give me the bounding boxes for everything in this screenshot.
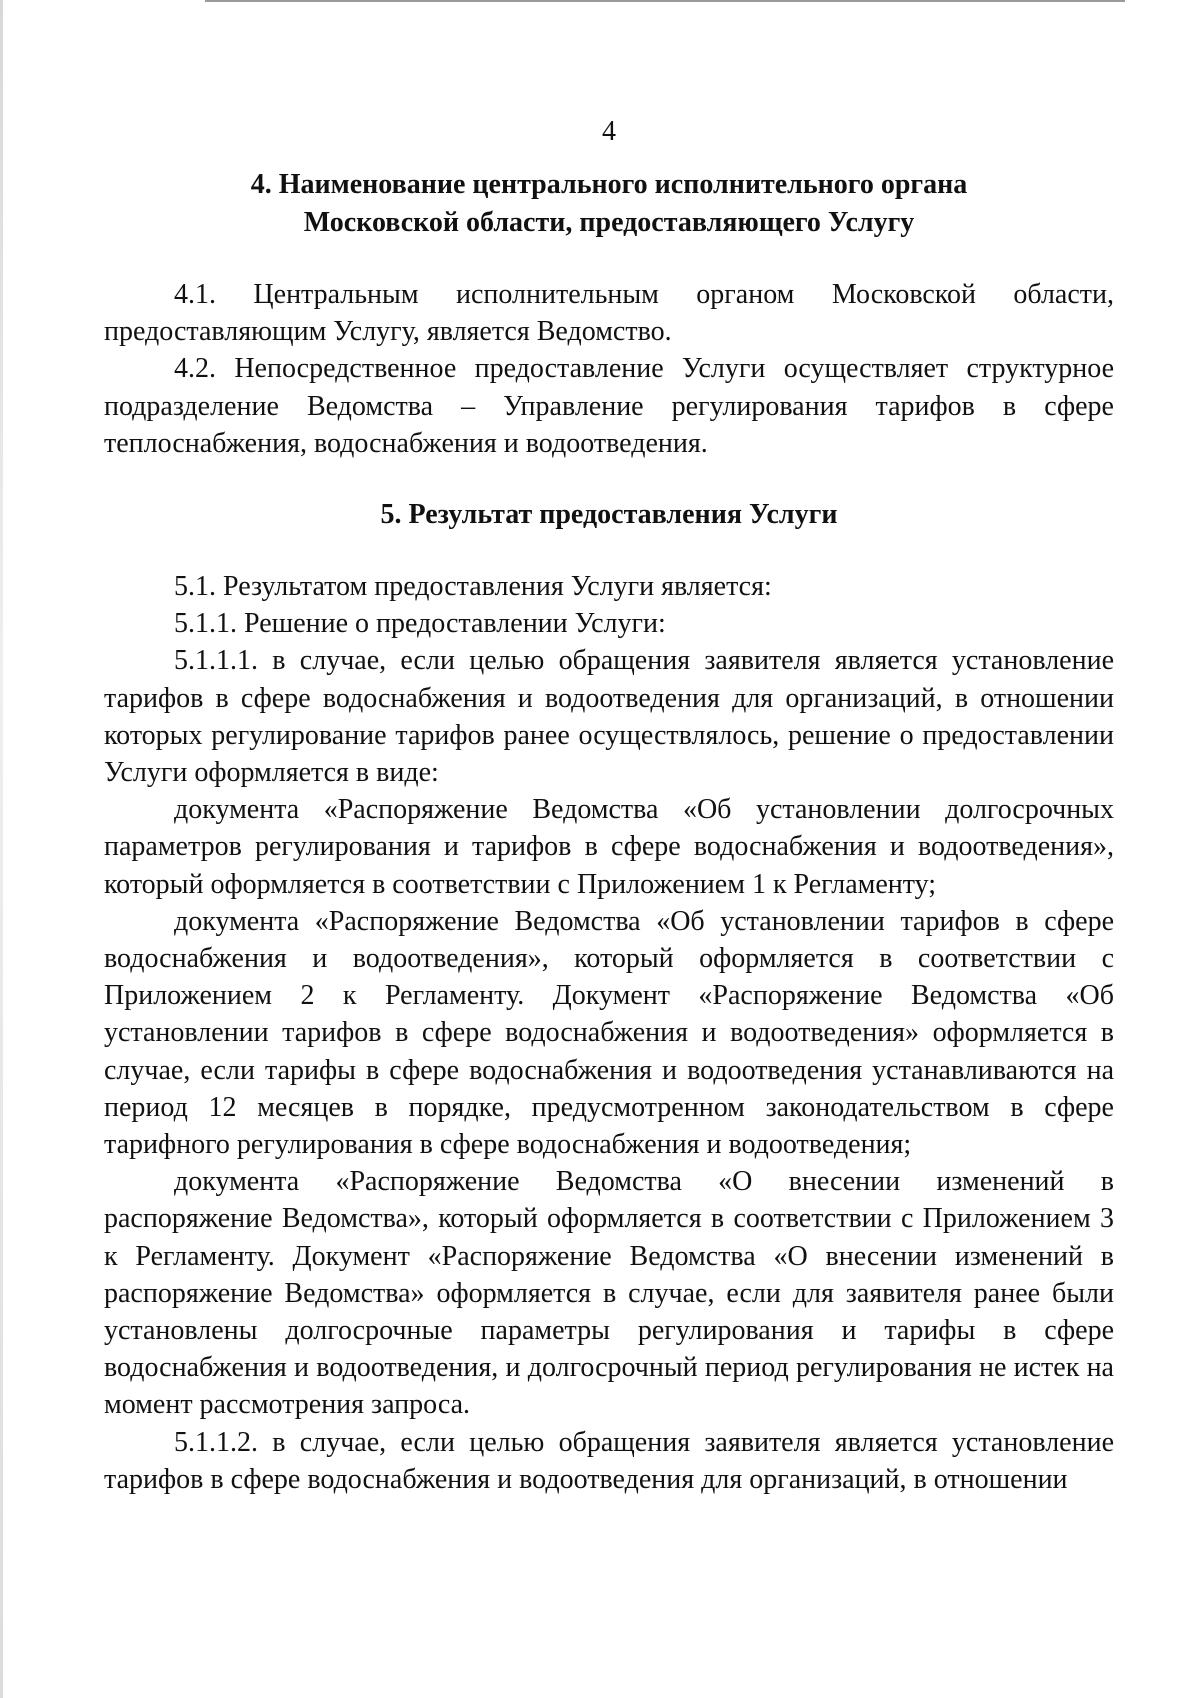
scan-left-edge — [0, 0, 3, 1698]
paragraph-4-2: 4.2. Непосредственное предоставление Услуги осуществляет структурное подразделение Ведомства – Управление регулирования тарифов в сфере теплоснабжения, водоснабжения и водоотведения. — [104, 353, 1114, 459]
spacer — [104, 242, 1114, 276]
scan-top-rule — [205, 0, 1125, 2]
paragraph-4-1: 4.1. Центральным исполнительным органом Московской области, предоставляющим Услугу, является Ведомство. — [104, 279, 1114, 348]
section-4-heading-line-2: Московской области, предоставляющего Услугу — [303, 207, 915, 238]
paragraph-5-1-1: 5.1.1. Решение о предоставлении Услуги: — [174, 608, 666, 640]
paragraph-document-3: документа «Распоряжение Ведомства «О внесении изменений в распоряжение Ведомства», который оформляется в соответствии с Приложением 3 к Регламенту. Документ «Распоряжение Ведомства «О внесении изменений в распоряжение Ведомства» оформляется в случае, если для заявителя ранее были установлены долгосрочные параметры регулирования и тарифы в сфере водоснабжения и водоотведения, и долгосрочный период регулирования не истек на момент рассмотрения запроса. — [104, 1166, 1114, 1421]
document-page — [104, 108, 1114, 1498]
paragraph-5-1-1-2: 5.1.1.2. в случае, если целью обращения заявителя является установление тарифов в сфере водоснабжения и водоотведения для организаций, в отношении — [104, 1426, 1114, 1495]
spacer — [104, 462, 1114, 496]
page-number: 4 — [602, 116, 616, 147]
paragraph-document-1: документа «Распоряжение Ведомства «Об установлении долгосрочных параметров регулирования и тарифов в сфере водоснабжения и водоотведения», который оформляется в соответствии с Приложением 1 к Регламенту; — [104, 794, 1114, 900]
spacer — [104, 534, 1114, 568]
paragraph-document-2: документа «Распоряжение Ведомства «Об установлении тарифов в сфере водоснабжения и водоотведения», который оформляется в соответствии с Приложением 2 к Регламенту. Документ «Распоряжение Ведомства «Об установлении тарифов в сфере водоснабжения и водоотведения» оформляется в случае, если тарифы в сфере водоснабжения и водоотведения устанавливаются на период 12 месяцев в порядке, предусмотренном законодательством в сфере тарифного регулирования в сфере водоснабжения и водоотведения; — [104, 905, 1114, 1161]
paragraph-5-1-1-1: 5.1.1.1. в случае, если целью обращения заявителя является установление тарифов в сфере водоснабжения и водоотведения для организаций, в отношении которых регулирование тарифов ранее осуществлялось, решение о предоставлении Услуги оформляется в виде: — [104, 645, 1114, 789]
section-5-heading: 5. Результат предоставления Услуги — [380, 499, 838, 531]
paragraph-5-1: 5.1. Результатом предоставления Услуги является: — [174, 571, 772, 603]
section-4-heading — [104, 166, 1114, 242]
section-4-heading-line-1: 4. Наименование центрального исполнительного органа — [250, 169, 968, 200]
